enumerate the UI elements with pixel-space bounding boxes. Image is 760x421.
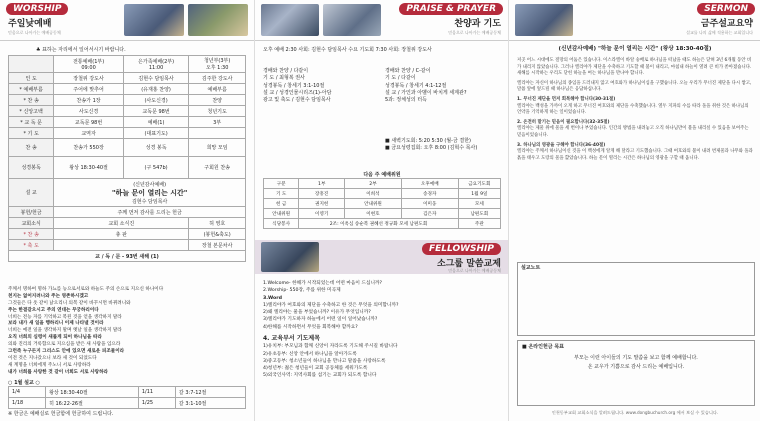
schedule-table [8,386,246,409]
table-row: 인 도 장철위 강도사 김현수 담임목사 김주한 강도사 [9,73,246,84]
table-row: 1/4 왕상 18:30-40절 1/11 갈 3:7-12절 [9,387,246,398]
sermon-schedule [8,380,246,418]
table-row: * 찬 송 찬송가 1장 (사도신경) 찬양 [9,95,246,106]
fellowship-tag: FELLOWSHIP [422,243,501,255]
worship-header [0,0,254,41]
table-row: * 교 독 문 교독문 98번 예배(1) 3부 [9,117,246,128]
table-cell: 청년부(3부) 오후 1:30 [189,56,246,73]
praise-subtitle: 믿음으로 나아가는 예배공동체 [448,30,501,35]
offering-footer: ※ 한금은 예배실로 헌금함에 헌금하여 드립니다. [8,411,114,418]
table-row: 구분 1부 2부 오후예배 금요기도회 [264,179,501,189]
sermon-tag: SERMON [697,3,755,15]
table-row: 헌 금 권지헌 안내위원 이미웅 모세 [264,199,501,209]
table-row: 찬 송 찬송가 550장 성경 봉독 희망 모임 [9,139,246,157]
sermon-notes-box[interactable] [517,262,755,336]
fellowship-subtitle: 믿음으로 나아가는 예배공동체 [448,268,501,273]
table-row: 봉헌/헌금 주께 먼저 감사를 드리는 헌금 [9,207,246,218]
wednesday-service-order: 경배와 찬양 / C-같이 기 도 / 다같이 성경봉독 / 창세기 4:1-12절 설 교 / 가인과 아벨이 바치게 세계관? 5과: 정체성의 터득 [385,68,467,103]
notice-box: ■ 온라인헌금 목표 부모는 이런 아이들의 기도 말씀을 보고 함께 예배합니다. 온 교우가 기쁨으로 감사 드리는 예배입니다. [517,340,755,406]
sermon-row: 설 교 (신년감사예배) "하늘 문이 열리는 시간" 김현수 담임목사 [9,179,246,207]
fellowship-band [255,240,509,274]
worship-notice: ♣ 표하는 자리에서 일어서시기 바랍니다. [36,47,126,53]
sermon-panel-title: 금주설교요약 [700,19,753,29]
table-row: 성경봉독 왕상 18:30-40절 (구 547b) 구회원 찬송 [9,157,246,179]
sermon-notes-label: 설교노트 [521,265,541,271]
duty-table [263,178,501,229]
psalm-label: 교 / 독 / 문 - 93번 새해 (1) [9,251,246,262]
sermon-panel [508,0,760,421]
afternoon-service-order: 경배와 찬양 / 다같이 기 도 / 최형복 권사 성경봉독 / 창세기 3:1-10절 설 교 / 성경인물시리즈(1)-아담 광고 및 축도 / 김현수 담임목사 [263,68,332,103]
duty-section [263,172,501,229]
table-row: * 기 도 교역자 (대표기도) [9,128,246,139]
notice-label: ■ 온라인헌금 목표 [522,344,565,350]
fellowship-photo [261,242,319,272]
praise-header [255,0,509,41]
table-cell: 전통예배(1부) 09:00 [54,56,124,73]
preacher-name: 김현수 담임목사 [131,198,168,205]
table-row: 안내위원 이영기 이현호 김은자 남편도회 [264,209,501,219]
sermon-title: "하늘 문이 열리는 시간" [111,188,188,197]
table-row: * 찬 송 총 판 (봉헌&축도) [9,229,246,240]
sermon-panel-subtitle: 설교를 나의 삶에 적용하는 교회입니다 [686,30,753,35]
schedule-title: ○ 1월 설교 ○ [8,380,40,386]
congregation-photo [188,4,248,36]
table-cell [9,56,54,73]
worship-team-photo [261,4,319,36]
table-row: * 축 도 장철 본문차사 [9,240,246,251]
praise-panel [254,0,509,421]
worship-tag: WORSHIP [6,3,68,15]
table-cell: 은가족예배(2부) 11:00 [123,56,188,73]
table-row [9,251,246,262]
pastor-photo [515,4,573,36]
prayer-meetings: ■ 새벽기도회: 5:20 5:30 (월-금 결한) ■ 금요성령집회: 오후 8:00 (김혁수 목사) [385,138,478,152]
sermon-header [509,0,760,41]
church-footer: 인천동부교회 교회소식을 알려드립니다. www.dongbuchurch.org 에서 보실 수 있습니다. [551,410,719,415]
service-times: 오후 예배 2:30 사회: 김현수 담임목사 수요 기도회 7:30 사회: 장철위 강도사 [263,47,432,53]
worship-order-table [8,55,246,262]
table-row: 1/18 히 16:22-26절 1/25 갈 3:1-10절 [9,398,246,409]
worship-panel [0,0,254,421]
table-row: * 신앙고백 사도신경 교독문 98번 청년기도 [9,106,246,117]
small-group-questions: 1.Welcome- 한해가 시작되었는데 어떤 마음이 드십니까? 2.Worship- 550장, 주를 위한 미곡제 3.Word 1)엘리야가 여호와의 제단을 수축하고 한 것은 무엇을 의미합니까? 2)왜 엘리야는 물을 부었습니까? 이유가 무엇입니까? 3)엘리야가 기도하자 하늘에서 어떤 일이 일어났습니까? 4)한해를 시작하면서 무엇을 회복해야 할까요? 4. 교육부서 기도제목 1)유치부: 부모님과 함께 신앙이 자라도록 기도해 주시길 바랍니다 2)유초등부: 신앙 안에서 하나님을 알아가도록 3)중고등부: 청소년들이 하나님을 만나고 말씀을 사랑하도록 4)청년부: 젊은 청년들이 교회 공동체를 세워가도록 5)외국인사역: 지역사회를 섬기는 교회가 되도록 합니다 [263,281,399,379]
responsive-reading: 주께서 명하여 명하 가뇨를 능으로서로와 하늘도 주의 손으로 지으신 하나이다 천지는 없어지려니와 주는 영존하시겠고 그것들은 다 옷 같이 낡으리니 의복 같이 바꾸시면 바뀌려니와 주는 한결같으시고 주의 연대는 무궁하리이다 너희는 전능 자를 기억하고 복된 것을 얻을 생각하지 말라 보라 내가 새 일을 행하리니 이제 나타낼 것이라 너희는 예전 일을 생각하지 말며 옛날 일을 생각하지 말라 오직 너희의 심령이 새롭게 되어 하나님을 따라 의와 진리의 거룩함으로 지으심을 받은 새 사람을 입으라 그런즉 누구든지 그리스도 안에 있으면 새로운 피조물이라 이전 것은 지나갔으니 보라 새 것이 되었도다 새 계명을 너희에게 주노니 서로 사랑하라 내가 너희를 사랑한 것 같이 너희도 서로 사랑하라 [8,287,164,375]
table-row: 교회소식 교회 소식진 허 영호 [9,218,246,229]
praise-tag: PRAISE & PRAYER [399,3,503,15]
worship-subtitle: 믿음으로 나아가는 예배공동체 [8,30,61,35]
sermon-summary: 저곳 어느 시대에도 절망의 어둠은 있습니다. 이스라엘이 바알 숭배로 하나님을 떠났을 때도 하늘은 닫혀 3년 6개월 동안 비가 내리지 않았습니다. 그러나 엘리야가 제단을 수축하고 기도할 때 불이 내리고, 마침내 하늘이 열려 큰 비가 쏟아졌습니다. 새해를 시작하는 우리도 닫힌 하늘을 여는 하나님을 만나야 합니다. 엘리야는 자신이 하나님의 종임을 드러내지 않고 여호와가 하나님이심을 구했습니다. 오늘 우리가 무너진 제단을 다시 쌓고, 말씀 앞에 엎드릴 때 하나님은 응답하십니다. 1. 무너진 제단을 먼저 회복해야 합니다(30-31절) 엘리야는 백성을 가까이 오게 하고 무너진 여호와의 제단을 수축했습니다. 열두 지파의 수를 따라 돌을 취한 것은 하나님의 언약을 기억하게 하는 일이었습니다. 2. 온전히 맡기는 믿음이 필요합니다(32-35절) 엘리야는 제물 위에 물을 세 번이나 부었습니다. 인간의 방법을 내려놓고 오직 하나님만이 불을 내리실 수 있음을 보여주는 믿음이었습니다. 3. 하나님의 영광을 구해야 합니다(36-40절) 엘리야는 주께서 하나님이신 것을 이 백성에게 알게 해 달라고 기도했습니다. 그때 여호와의 불이 내려 번제물과 나무와 돌과 흙을 태우고 도랑의 물을 핥았습니다. 하늘 문이 열리는 시간은 하나님의 영광을 구할 때 옵니다. [517,58,753,161]
prayer-photo [323,4,381,36]
sermon-heading: (신년감사예배) "하늘 문이 열리는 시간" (왕상 18:30-40절) [558,46,712,52]
table-row: * 예배부름 주어에 맞추어 (유재홍 찬양) 예배부름 [9,84,246,95]
table-row [9,56,246,73]
fellowship-title: 소그룹 말씀교제 [437,259,501,269]
table-row: 식당봉사 2조: 이옥심 송순복 권혜선 정규화 모세 남편도회 주관 [264,219,501,229]
table-row: 기 도 장흥진 이희석 송경자 1월 9일 [264,189,501,199]
choir-photo [124,4,184,36]
praise-title: 찬양과 기도 [454,19,501,29]
worship-title: 주일낮예배 [8,19,52,29]
duty-title: 다음 주 예배위원 [363,172,401,178]
sermon-label: (신년감사예배) [133,181,167,188]
